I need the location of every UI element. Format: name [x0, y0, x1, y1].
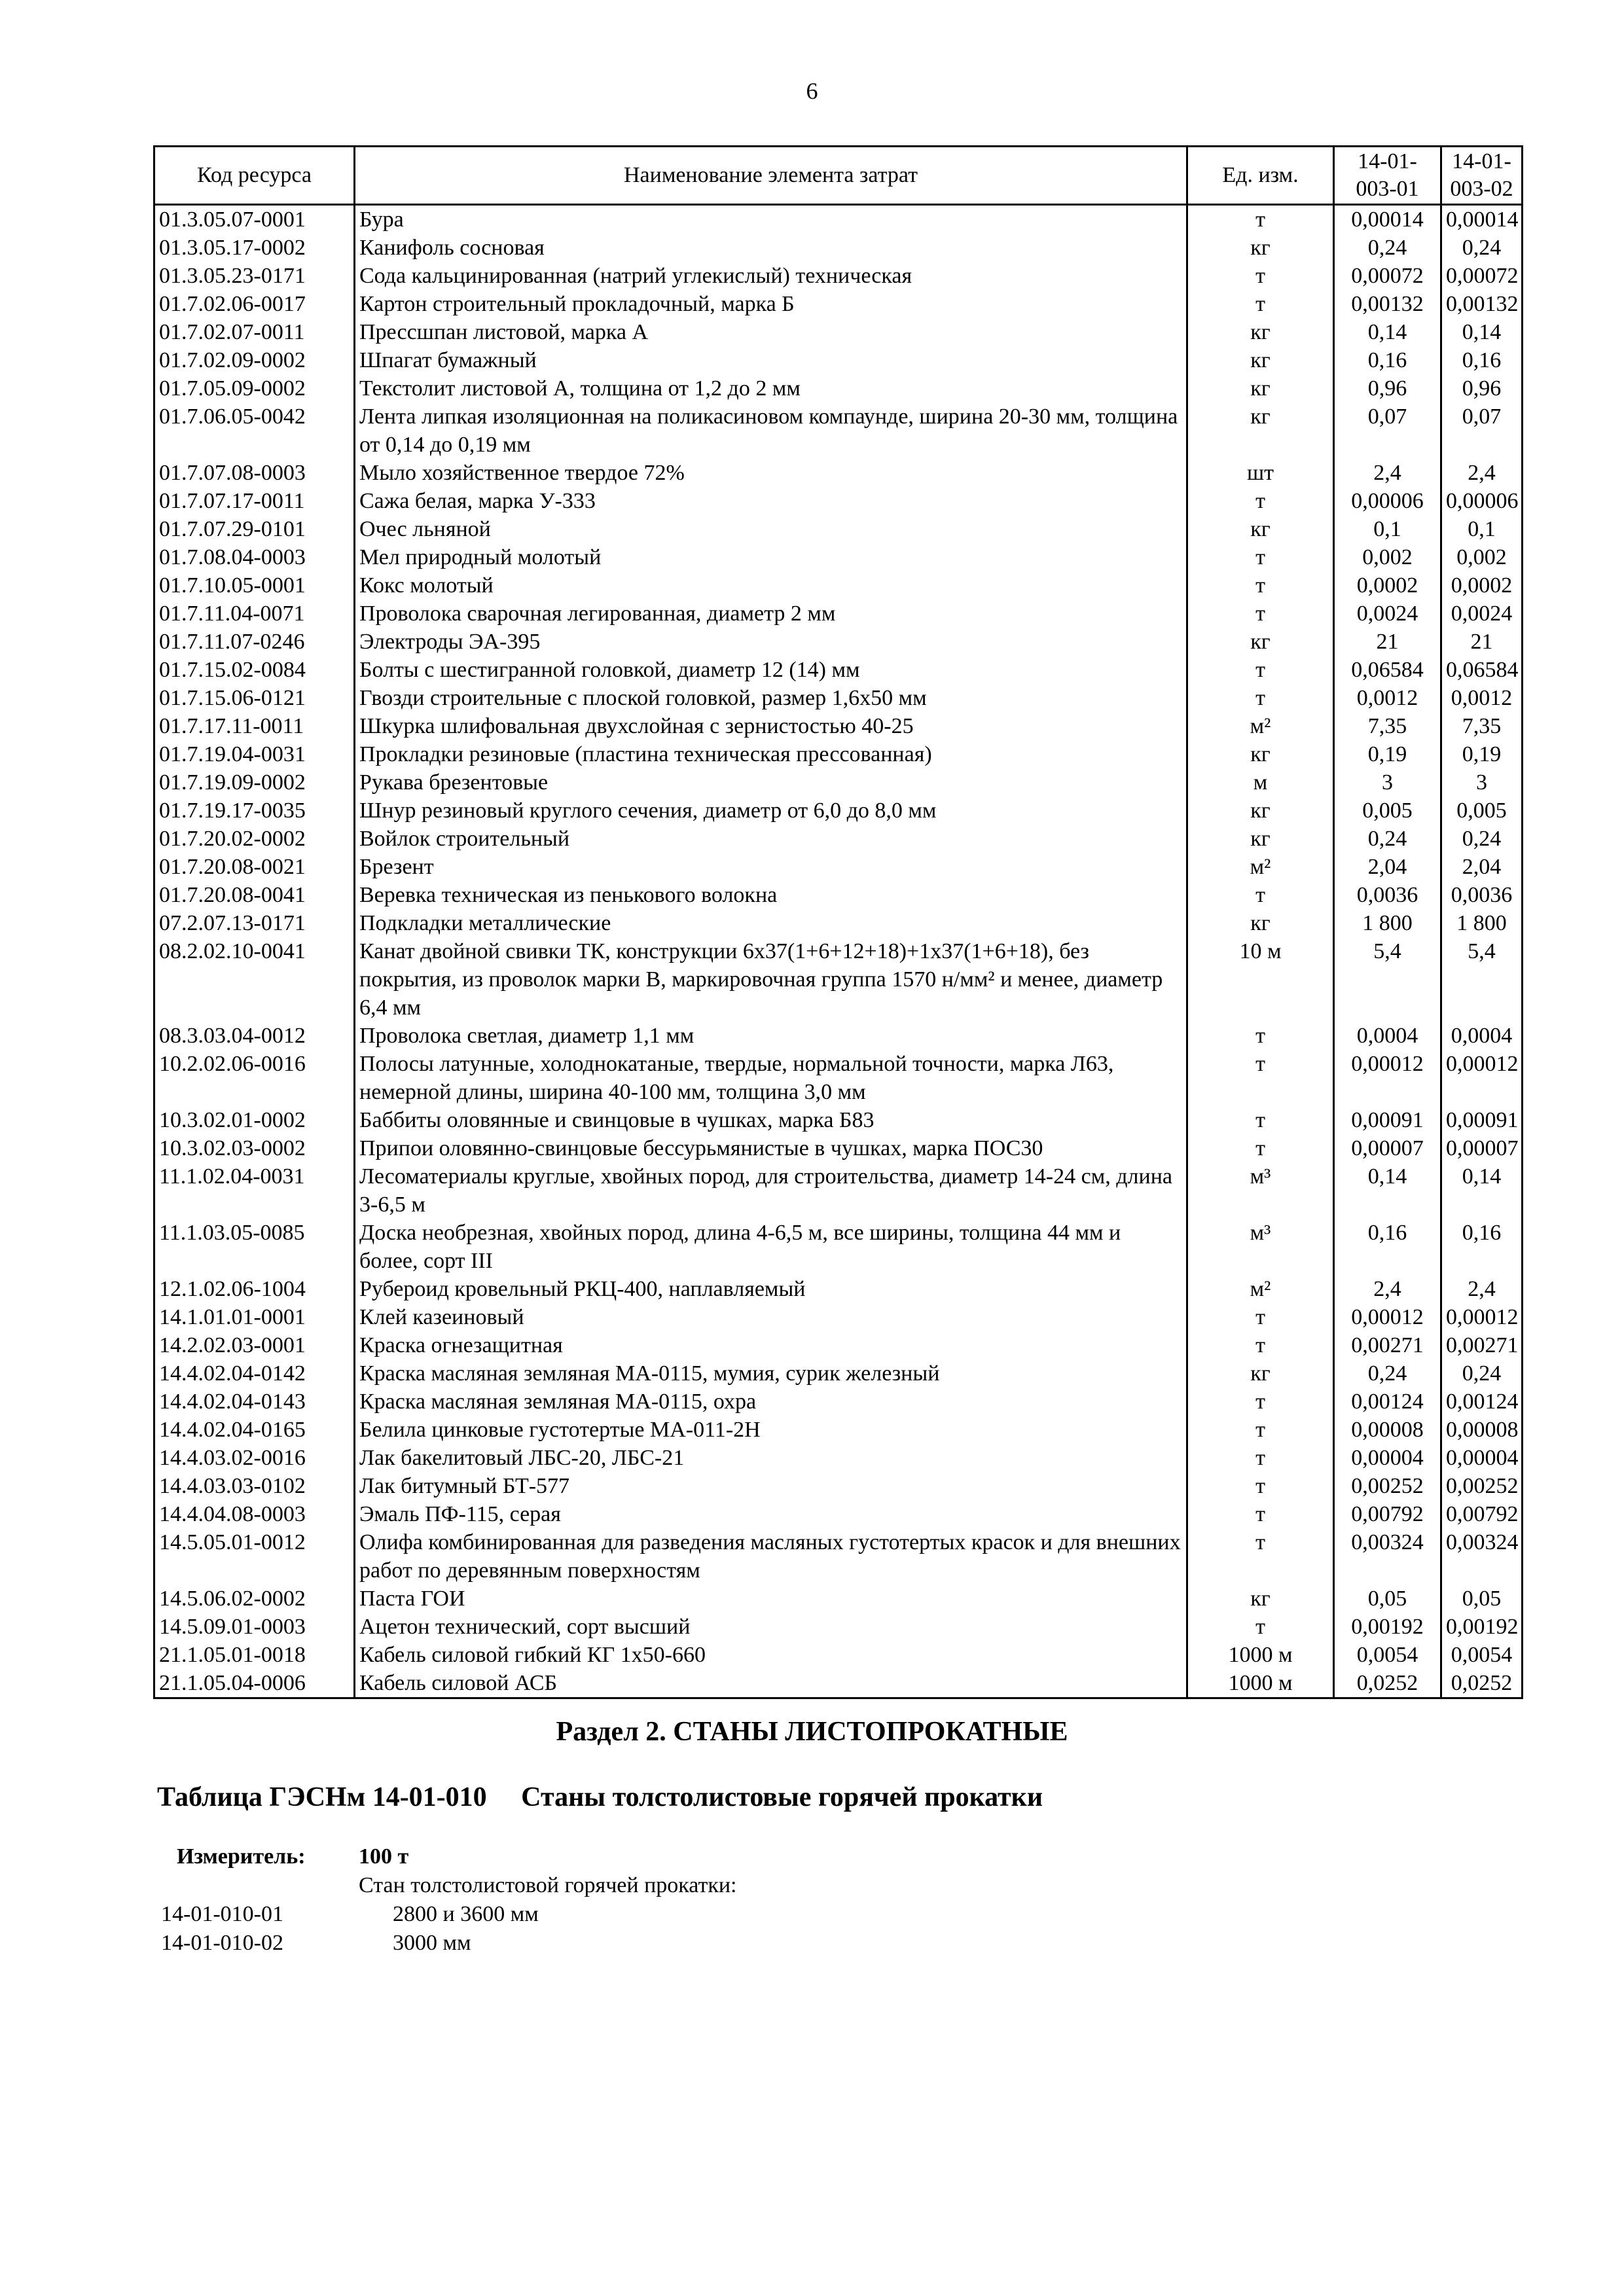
cell-unit: шт — [1187, 459, 1334, 487]
cell-value-2: 0,0036 — [1441, 881, 1523, 909]
cell-unit: кг — [1187, 797, 1334, 825]
cell-code: 01.7.05.09-0002 — [154, 374, 355, 403]
cell-unit: т — [1187, 1613, 1334, 1641]
cell-value-2: 0,00012 — [1441, 1303, 1523, 1331]
table-row — [154, 543, 1523, 571]
cell-value-1: 0,24 — [1334, 234, 1441, 262]
cell-value-2: 0,00008 — [1441, 1416, 1523, 1444]
cell-name: Припои оловянно-свинцовые бессурьмянистые в чушках, марка ПОС30 — [355, 1134, 1187, 1162]
cell-name: Баббиты оловянные и свинцовые в чушках, марка Б83 — [355, 1106, 1187, 1134]
cell-unit: 10 м — [1187, 937, 1334, 1022]
cell-code: 01.7.08.04-0003 — [154, 543, 355, 571]
cell-value-1: 0,00792 — [1334, 1500, 1441, 1528]
cell-name: Клей казеиновый — [355, 1303, 1187, 1331]
cell-unit: м³ — [1187, 1219, 1334, 1275]
cell-unit: кг — [1187, 1359, 1334, 1388]
cell-value-1: 0,07 — [1334, 403, 1441, 459]
cell-value-1: 0,24 — [1334, 1359, 1441, 1388]
cell-value-1: 0,00091 — [1334, 1106, 1441, 1134]
cell-value-1: 0,1 — [1334, 515, 1441, 543]
cell-code: 01.7.19.09-0002 — [154, 768, 355, 797]
cell-value-2: 0,002 — [1441, 543, 1523, 571]
meter-label: Измеритель: — [177, 1844, 306, 1869]
cell-name: Текстолит листовой А, толщина от 1,2 до 2 мм — [355, 374, 1187, 403]
cell-name: Прокладки резиновые (пластина техническая прессованная) — [355, 740, 1187, 768]
cell-unit: т — [1187, 487, 1334, 515]
cell-value-2: 0,16 — [1441, 1219, 1523, 1275]
cell-code: 14.5.09.01-0003 — [154, 1613, 355, 1641]
cell-value-1: 2,4 — [1334, 1275, 1441, 1303]
cell-name: Рукава брезентовые — [355, 768, 1187, 797]
cell-name: Белила цинковые густотертые МА-011-2Н — [355, 1416, 1187, 1444]
cell-name: Подкладки металлические — [355, 909, 1187, 937]
cell-value-1: 0,0002 — [1334, 571, 1441, 600]
table-header-row — [154, 147, 1523, 205]
cell-unit: кг — [1187, 1585, 1334, 1613]
table-row — [154, 515, 1523, 543]
cell-code: 01.7.02.06-0017 — [154, 290, 355, 318]
cell-name: Войлок строительный — [355, 825, 1187, 853]
cell-value-1: 0,16 — [1334, 1219, 1441, 1275]
cell-value-1: 0,00008 — [1334, 1416, 1441, 1444]
cell-value-2: 0,19 — [1441, 740, 1523, 768]
cell-value-1: 21 — [1334, 628, 1441, 656]
cell-code: 21.1.05.01-0018 — [154, 1641, 355, 1669]
cell-value-1: 0,05 — [1334, 1585, 1441, 1613]
cell-unit: т — [1187, 1134, 1334, 1162]
cell-value-2: 0,00792 — [1441, 1500, 1523, 1528]
cell-code: 01.7.07.17-0011 — [154, 487, 355, 515]
cell-value-2: 0,0024 — [1441, 600, 1523, 628]
cell-unit: т — [1187, 290, 1334, 318]
cell-value-1: 0,002 — [1334, 543, 1441, 571]
cell-code: 01.7.19.04-0031 — [154, 740, 355, 768]
cell-value-2: 0,14 — [1441, 1162, 1523, 1219]
cell-value-1: 0,00007 — [1334, 1134, 1441, 1162]
cell-value-1: 0,0054 — [1334, 1641, 1441, 1669]
cell-value-2: 0,00252 — [1441, 1472, 1523, 1500]
cell-value-1: 0,00192 — [1334, 1613, 1441, 1641]
cell-code: 01.3.05.07-0001 — [154, 205, 355, 234]
cell-unit: м² — [1187, 1275, 1334, 1303]
header-unit: Ед. изм. — [1187, 147, 1334, 205]
cell-unit: кг — [1187, 374, 1334, 403]
cell-value-2: 2,4 — [1441, 1275, 1523, 1303]
cell-name: Брезент — [355, 853, 1187, 881]
cell-value-2: 0,96 — [1441, 374, 1523, 403]
cell-name: Рубероид кровельный РКЦ-400, наплавляемый — [355, 1275, 1187, 1303]
table-row — [154, 1022, 1523, 1050]
cell-value-2: 0,00072 — [1441, 262, 1523, 290]
cell-value-1: 0,00124 — [1334, 1388, 1441, 1416]
cell-code: 14.4.02.04-0165 — [154, 1416, 355, 1444]
cell-code: 14.2.02.03-0001 — [154, 1331, 355, 1359]
cell-unit: т — [1187, 1388, 1334, 1416]
section-title: Раздел 2. СТАНЫ ЛИСТОПРОКАТНЫЕ — [556, 1717, 1068, 1747]
cell-code: 01.7.11.07-0246 — [154, 628, 355, 656]
cell-unit: т — [1187, 1303, 1334, 1331]
cell-name: Веревка техническая из пенькового волокна — [355, 881, 1187, 909]
cell-value-2: 0,00192 — [1441, 1613, 1523, 1641]
cell-name: Картон строительный прокладочный, марка Б — [355, 290, 1187, 318]
cell-value-2: 0,00091 — [1441, 1106, 1523, 1134]
cell-value-2: 0,00124 — [1441, 1388, 1523, 1416]
cell-unit: т — [1187, 1472, 1334, 1500]
cell-value-1: 0,16 — [1334, 346, 1441, 374]
table-row — [154, 571, 1523, 600]
cell-code: 14.4.04.08-0003 — [154, 1500, 355, 1528]
cell-value-2: 0,00132 — [1441, 290, 1523, 318]
meter-item-text: 3000 мм — [393, 1931, 471, 1955]
table-title: Таблица ГЭСНм 14-01-010 Станы толстолистовые горячей прокатки — [157, 1782, 1043, 1812]
cell-name: Паста ГОИ — [355, 1585, 1187, 1613]
header-code: Код ресурса — [154, 147, 355, 205]
table-row — [154, 1669, 1523, 1698]
cell-value-2: 0,24 — [1441, 234, 1523, 262]
table-row — [154, 1388, 1523, 1416]
cell-code: 14.4.02.04-0142 — [154, 1359, 355, 1388]
cell-value-2: 5,4 — [1441, 937, 1523, 1022]
cell-name: Прессшпан листовой, марка А — [355, 318, 1187, 346]
cell-name: Мел природный молотый — [355, 543, 1187, 571]
cell-value-2: 0,00014 — [1441, 205, 1523, 234]
cell-code: 01.7.07.08-0003 — [154, 459, 355, 487]
cell-value-1: 0,00014 — [1334, 205, 1441, 234]
table-row — [154, 318, 1523, 346]
cell-code: 01.7.15.02-0084 — [154, 656, 355, 684]
cell-unit: т — [1187, 205, 1334, 234]
cell-value-2: 0,00324 — [1441, 1528, 1523, 1585]
cell-code: 01.7.19.17-0035 — [154, 797, 355, 825]
cell-value-1: 0,0252 — [1334, 1669, 1441, 1698]
cell-value-2: 2,04 — [1441, 853, 1523, 881]
table-row — [154, 628, 1523, 656]
cell-unit: т — [1187, 1050, 1334, 1106]
cell-value-1: 0,005 — [1334, 797, 1441, 825]
cell-name: Лента липкая изоляционная на поликасиновом компаунде, ширина 20-30 мм, толщина от 0,14 до 0,19 мм — [355, 403, 1187, 459]
table-row — [154, 909, 1523, 937]
cell-name: Сода кальцинированная (натрий углекислый) техническая — [355, 262, 1187, 290]
cell-code: 14.4.03.03-0102 — [154, 1472, 355, 1500]
cell-unit: т — [1187, 1528, 1334, 1585]
cell-value-1: 0,00072 — [1334, 262, 1441, 290]
table-row — [154, 1613, 1523, 1641]
cell-value-1: 1 800 — [1334, 909, 1441, 937]
cell-name: Канат двойной свивки ТК, конструкции 6х37(1+6+12+18)+1х37(1+6+18), без покрытия, из проволок марки В, маркировочная группа 1570 н/мм² и менее, диаметр 6,4 мм — [355, 937, 1187, 1022]
table-row — [154, 1219, 1523, 1275]
cell-name: Канифоль сосновая — [355, 234, 1187, 262]
cell-unit: кг — [1187, 318, 1334, 346]
cell-name: Полосы латунные, холоднокатаные, твердые, нормальной точности, марка Л63, немерной длины, ширина 40-100 мм, толщина 3,0 мм — [355, 1050, 1187, 1106]
cell-code: 01.7.15.06-0121 — [154, 684, 355, 712]
table-row — [154, 797, 1523, 825]
table-row — [154, 937, 1523, 1022]
cell-value-2: 0,00006 — [1441, 487, 1523, 515]
table-row — [154, 1359, 1523, 1388]
cell-value-2: 3 — [1441, 768, 1523, 797]
meter-item-code: 14-01-010-02 — [161, 1931, 283, 1955]
cell-value-2: 2,4 — [1441, 459, 1523, 487]
table-row — [154, 740, 1523, 768]
cell-value-1: 0,0012 — [1334, 684, 1441, 712]
cell-value-1: 0,14 — [1334, 1162, 1441, 1219]
page-number: 6 — [806, 78, 818, 104]
cell-name: Краска масляная земляная МА-0115, мумия, сурик железный — [355, 1359, 1187, 1388]
header-name: Наименование элемента затрат — [355, 147, 1187, 205]
cell-value-1: 0,00271 — [1334, 1331, 1441, 1359]
table-row — [154, 881, 1523, 909]
cell-code: 01.7.07.29-0101 — [154, 515, 355, 543]
cell-value-2: 0,05 — [1441, 1585, 1523, 1613]
header-col-2: 14-01-003-02 — [1441, 147, 1523, 205]
cell-code: 08.2.02.10-0041 — [154, 937, 355, 1022]
cell-value-1: 2,04 — [1334, 853, 1441, 881]
cell-code: 01.7.20.02-0002 — [154, 825, 355, 853]
table-row — [154, 1050, 1523, 1106]
table-row — [154, 487, 1523, 515]
cell-code: 14.4.03.02-0016 — [154, 1444, 355, 1472]
cell-name: Олифа комбинированная для разведения масляных густотертых красок и для внешних работ по деревянным поверхностям — [355, 1528, 1187, 1585]
cell-unit: м² — [1187, 853, 1334, 881]
cell-code: 01.7.11.04-0071 — [154, 600, 355, 628]
table-row — [154, 853, 1523, 881]
table-body — [154, 205, 1523, 1698]
cell-code: 01.7.20.08-0041 — [154, 881, 355, 909]
cell-value-2: 7,35 — [1441, 712, 1523, 740]
cell-value-1: 3 — [1334, 768, 1441, 797]
cell-name: Ацетон технический, сорт высший — [355, 1613, 1187, 1641]
table-row — [154, 768, 1523, 797]
cell-value-1: 0,24 — [1334, 825, 1441, 853]
cell-value-2: 0,1 — [1441, 515, 1523, 543]
table-row — [154, 290, 1523, 318]
cell-name: Сажа белая, марка У-333 — [355, 487, 1187, 515]
cell-unit: кг — [1187, 515, 1334, 543]
table-row — [154, 459, 1523, 487]
cell-unit: т — [1187, 656, 1334, 684]
cell-code: 01.7.10.05-0001 — [154, 571, 355, 600]
table-row — [154, 825, 1523, 853]
cell-value-2: 0,06584 — [1441, 656, 1523, 684]
table-row — [154, 1500, 1523, 1528]
table-row — [154, 1106, 1523, 1134]
cell-name: Шнур резиновый круглого сечения, диаметр от 6,0 до 8,0 мм — [355, 797, 1187, 825]
cell-name: Проволока светлая, диаметр 1,1 мм — [355, 1022, 1187, 1050]
cell-code: 01.3.05.23-0171 — [154, 262, 355, 290]
cell-name: Доска необрезная, хвойных пород, длина 4-6,5 м, все ширины, толщина 44 мм и более, сорт III — [355, 1219, 1187, 1275]
cell-name: Кабель силовой гибкий КГ 1х50-660 — [355, 1641, 1187, 1669]
cell-value-2: 0,0012 — [1441, 684, 1523, 712]
table-row — [154, 1331, 1523, 1359]
cell-value-2: 0,00007 — [1441, 1134, 1523, 1162]
cell-code: 11.1.02.04-0031 — [154, 1162, 355, 1219]
cell-code: 01.3.05.17-0002 — [154, 234, 355, 262]
cell-unit: т — [1187, 262, 1334, 290]
cell-value-1: 2,4 — [1334, 459, 1441, 487]
cell-value-2: 0,00004 — [1441, 1444, 1523, 1472]
cell-value-1: 0,00324 — [1334, 1528, 1441, 1585]
cell-name: Гвозди строительные с плоской головкой, размер 1,6х50 мм — [355, 684, 1187, 712]
cell-value-2: 0,005 — [1441, 797, 1523, 825]
resource-cost-table — [153, 145, 1523, 1699]
table-row — [154, 346, 1523, 374]
table-row — [154, 600, 1523, 628]
cell-code: 07.2.07.13-0171 — [154, 909, 355, 937]
cell-unit: 1000 м — [1187, 1669, 1334, 1698]
cell-value-2: 0,0004 — [1441, 1022, 1523, 1050]
cell-unit: м² — [1187, 712, 1334, 740]
cell-unit: м³ — [1187, 1162, 1334, 1219]
cell-value-2: 0,0002 — [1441, 571, 1523, 600]
cell-code: 14.1.01.01-0001 — [154, 1303, 355, 1331]
cell-code: 01.7.06.05-0042 — [154, 403, 355, 459]
cell-name: Лак битумный БТ-577 — [355, 1472, 1187, 1500]
cell-value-1: 5,4 — [1334, 937, 1441, 1022]
cell-value-2: 21 — [1441, 628, 1523, 656]
cell-unit: 1000 м — [1187, 1641, 1334, 1669]
cell-name: Электроды ЭА-395 — [355, 628, 1187, 656]
cell-value-2: 0,0054 — [1441, 1641, 1523, 1669]
cell-value-2: 1 800 — [1441, 909, 1523, 937]
cell-value-1: 0,00012 — [1334, 1303, 1441, 1331]
cell-code: 14.5.05.01-0012 — [154, 1528, 355, 1585]
cell-value-1: 0,14 — [1334, 318, 1441, 346]
cell-name: Бура — [355, 205, 1187, 234]
cell-name: Шпагат бумажный — [355, 346, 1187, 374]
table-row — [154, 1641, 1523, 1669]
cell-unit: т — [1187, 600, 1334, 628]
cell-unit: кг — [1187, 403, 1334, 459]
cell-value-1: 0,0024 — [1334, 600, 1441, 628]
meter-description: Стан толстолистовой горячей прокатки: — [359, 1873, 737, 1897]
cell-code: 14.5.06.02-0002 — [154, 1585, 355, 1613]
table-row — [154, 403, 1523, 459]
cell-value-1: 0,0036 — [1334, 881, 1441, 909]
cell-name: Кокс молотый — [355, 571, 1187, 600]
cell-value-2: 0,00271 — [1441, 1331, 1523, 1359]
cell-value-1: 0,00004 — [1334, 1444, 1441, 1472]
cell-value-1: 0,00252 — [1334, 1472, 1441, 1500]
meter-item-code: 14-01-010-01 — [161, 1902, 283, 1926]
table-row — [154, 1416, 1523, 1444]
cell-code: 01.7.17.11-0011 — [154, 712, 355, 740]
cell-unit: кг — [1187, 909, 1334, 937]
cell-unit: т — [1187, 684, 1334, 712]
cell-value-2: 0,24 — [1441, 825, 1523, 853]
cell-name: Очес льняной — [355, 515, 1187, 543]
cell-code: 01.7.02.07-0011 — [154, 318, 355, 346]
table-row — [154, 1134, 1523, 1162]
cell-value-1: 0,19 — [1334, 740, 1441, 768]
cell-unit: кг — [1187, 825, 1334, 853]
cell-value-2: 0,00012 — [1441, 1050, 1523, 1106]
cell-unit: т — [1187, 881, 1334, 909]
cell-unit: кг — [1187, 628, 1334, 656]
cell-unit: т — [1187, 1106, 1334, 1134]
cell-value-2: 0,24 — [1441, 1359, 1523, 1388]
table-row — [154, 1275, 1523, 1303]
cell-code: 21.1.05.04-0006 — [154, 1669, 355, 1698]
table-row — [154, 1472, 1523, 1500]
cell-value-2: 0,16 — [1441, 346, 1523, 374]
cell-name: Краска масляная земляная МА-0115, охра — [355, 1388, 1187, 1416]
cell-code: 10.3.02.01-0002 — [154, 1106, 355, 1134]
cell-name: Кабель силовой АСБ — [355, 1669, 1187, 1698]
cell-name: Проволока сварочная легированная, диаметр 2 мм — [355, 600, 1187, 628]
cell-unit: т — [1187, 543, 1334, 571]
cell-name: Лесоматериалы круглые, хвойных пород, для строительства, диаметр 14-24 см, длина 3-6,5 м — [355, 1162, 1187, 1219]
cell-unit: кг — [1187, 346, 1334, 374]
cell-code: 14.4.02.04-0143 — [154, 1388, 355, 1416]
cell-value-1: 0,0004 — [1334, 1022, 1441, 1050]
cell-code: 01.7.02.09-0002 — [154, 346, 355, 374]
cell-value-1: 7,35 — [1334, 712, 1441, 740]
cell-value-1: 0,00132 — [1334, 290, 1441, 318]
cell-unit: м — [1187, 768, 1334, 797]
cell-name: Лак бакелитовый ЛБС-20, ЛБС-21 — [355, 1444, 1187, 1472]
table-row — [154, 374, 1523, 403]
cell-value-1: 0,06584 — [1334, 656, 1441, 684]
cell-unit: т — [1187, 1416, 1334, 1444]
cell-unit: т — [1187, 571, 1334, 600]
table-row — [154, 234, 1523, 262]
cell-code: 12.1.02.06-1004 — [154, 1275, 355, 1303]
cell-name: Шкурка шлифовальная двухслойная с зернистостью 40-25 — [355, 712, 1187, 740]
table-row — [154, 1528, 1523, 1585]
cell-unit: т — [1187, 1331, 1334, 1359]
table-row — [154, 1303, 1523, 1331]
cell-name: Краска огнезащитная — [355, 1331, 1187, 1359]
meter-value: 100 т — [359, 1844, 409, 1869]
meter-item-text: 2800 и 3600 мм — [393, 1902, 539, 1926]
cell-value-2: 0,14 — [1441, 318, 1523, 346]
table-row — [154, 262, 1523, 290]
cell-code: 11.1.03.05-0085 — [154, 1219, 355, 1275]
table-row — [154, 712, 1523, 740]
table-row — [154, 684, 1523, 712]
cell-unit: кг — [1187, 740, 1334, 768]
table-row — [154, 1162, 1523, 1219]
cell-name: Эмаль ПФ-115, серая — [355, 1500, 1187, 1528]
cell-name: Мыло хозяйственное твердое 72% — [355, 459, 1187, 487]
cell-code: 01.7.20.08-0021 — [154, 853, 355, 881]
cell-unit: т — [1187, 1500, 1334, 1528]
table-row — [154, 205, 1523, 234]
cell-code: 10.2.02.06-0016 — [154, 1050, 355, 1106]
cell-value-2: 0,07 — [1441, 403, 1523, 459]
cell-value-1: 0,00006 — [1334, 487, 1441, 515]
cell-unit: т — [1187, 1022, 1334, 1050]
cell-code: 08.3.03.04-0012 — [154, 1022, 355, 1050]
cell-value-1: 0,96 — [1334, 374, 1441, 403]
cell-unit: кг — [1187, 234, 1334, 262]
cell-value-1: 0,00012 — [1334, 1050, 1441, 1106]
header-col-1: 14-01-003-01 — [1334, 147, 1441, 205]
cell-value-2: 0,0252 — [1441, 1669, 1523, 1698]
table-row — [154, 1585, 1523, 1613]
table-row — [154, 1444, 1523, 1472]
cell-unit: т — [1187, 1444, 1334, 1472]
table-row — [154, 656, 1523, 684]
cell-code: 10.3.02.03-0002 — [154, 1134, 355, 1162]
cell-name: Болты с шестигранной головкой, диаметр 12 (14) мм — [355, 656, 1187, 684]
